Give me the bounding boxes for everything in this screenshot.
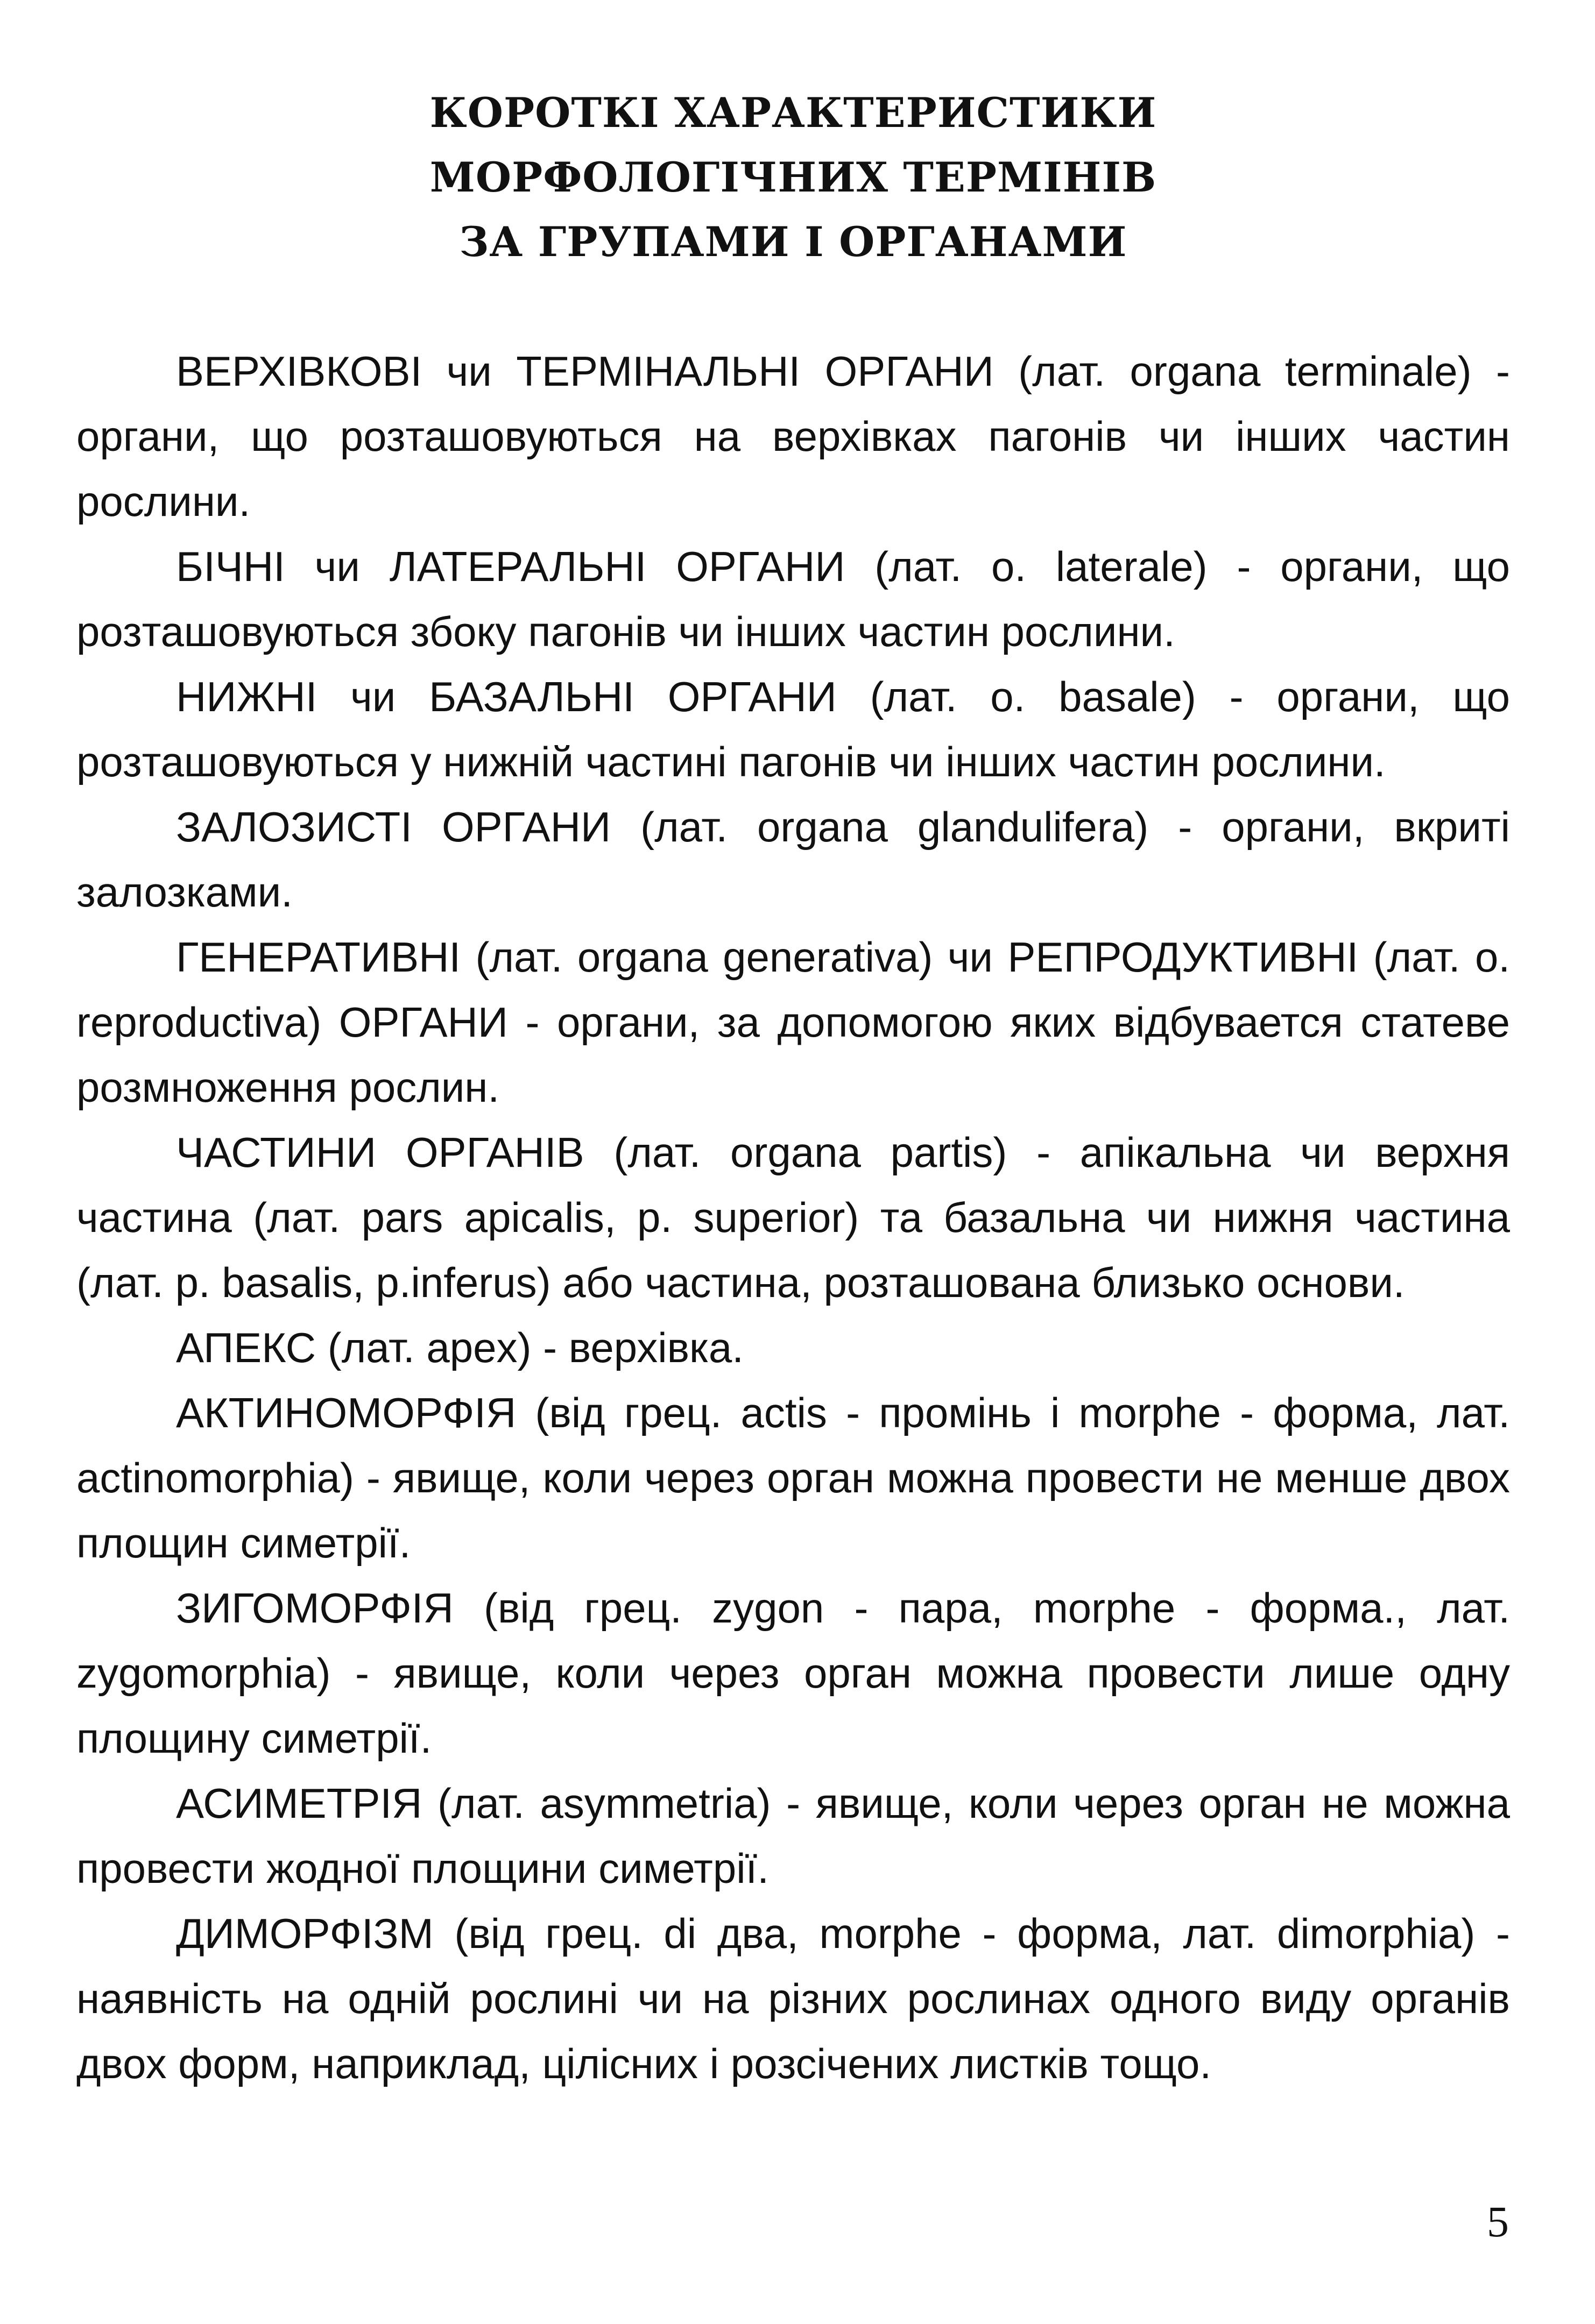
term-apex: АПЕКС (лат. apex) - верхівка. xyxy=(176,1324,744,1371)
term-organ-parts: ЧАСТИНИ ОРГАНІВ (лат. organa partis) - апікальна чи верхня частина (лат. pars apicalis, p. superior) та базальна чи нижня частина (лат. p. basalis, p.inferus) або частина, розташована близько основи. xyxy=(76,1129,1510,1306)
term-generative-organs: ГЕНЕРАТИВНІ (лат. organa generativa) чи РЕПРОДУКТИВНІ (лат. о. reproductiva) ОРГАНИ - органи, за допомогою яких відбувается статеве розмноження рослин. xyxy=(76,933,1510,1111)
page-title xyxy=(76,81,1510,274)
term-actinomorphy: АКТИНОМОРФІЯ (від грец. actis - промінь і morphe - форма, лат. actinomorphia) - явище, коли через орган можна провести не менше двох площин симетрії. xyxy=(76,1389,1510,1567)
term-terminal-organs: ВЕРХІВКОВІ чи ТЕРМІНАЛЬНІ ОРГАНИ (лат. organa terminale) - органи, що розташовуються на верхівках пагонів чи інших частин рослини. xyxy=(76,348,1510,525)
term-lateral-organs: БІЧНІ чи ЛАТЕРАЛЬНІ ОРГАНИ (лат. о. laterale) - органи, що розташовуються збоку пагонів чи інших частин рослини. xyxy=(76,543,1510,655)
term-zygomorphy: ЗИГОМОРФІЯ (від грец. zygon - пара, morphe - форма., лат. zygomorphia) - явище, коли через орган можна провести лише одну площину симетрії. xyxy=(76,1584,1510,1762)
term-asymmetry: АСИМЕТРІЯ (лат. asymmetria) - явище, коли через орган не можна провести жодної площини симетрії. xyxy=(76,1780,1510,1892)
term-basal-organs: НИЖНІ чи БАЗАЛЬНІ ОРГАНИ (лат. о. basale) - органи, що розташовуються у нижній частині пагонів чи інших частин рослини. xyxy=(76,673,1510,785)
term-dimorphism: ДИМОРФІЗМ (від грец. di два, morphe - форма, лат. dimorphia) - наявність на одній рослині чи на різних рослинах одного виду органів двох форм, наприклад, цілісних і розсічених листків тощо. xyxy=(76,1910,1511,2087)
title-line-3: ЗА ГРУПАМИ І ОРГАНАМИ xyxy=(459,218,1127,266)
term-glandular-organs: ЗАЛОЗИСТІ ОРГАНИ (лат. organa glandulifera) - органи, вкриті залозками. xyxy=(76,803,1510,916)
title-line-1: КОРОТКІ ХАРАКТЕРИСТИКИ xyxy=(429,89,1157,137)
term-list xyxy=(76,339,1510,2096)
title-line-2: МОРФОЛОГІЧНИХ ТЕРМІНІВ xyxy=(429,153,1157,201)
page-number: 5 xyxy=(1487,2197,1509,2246)
